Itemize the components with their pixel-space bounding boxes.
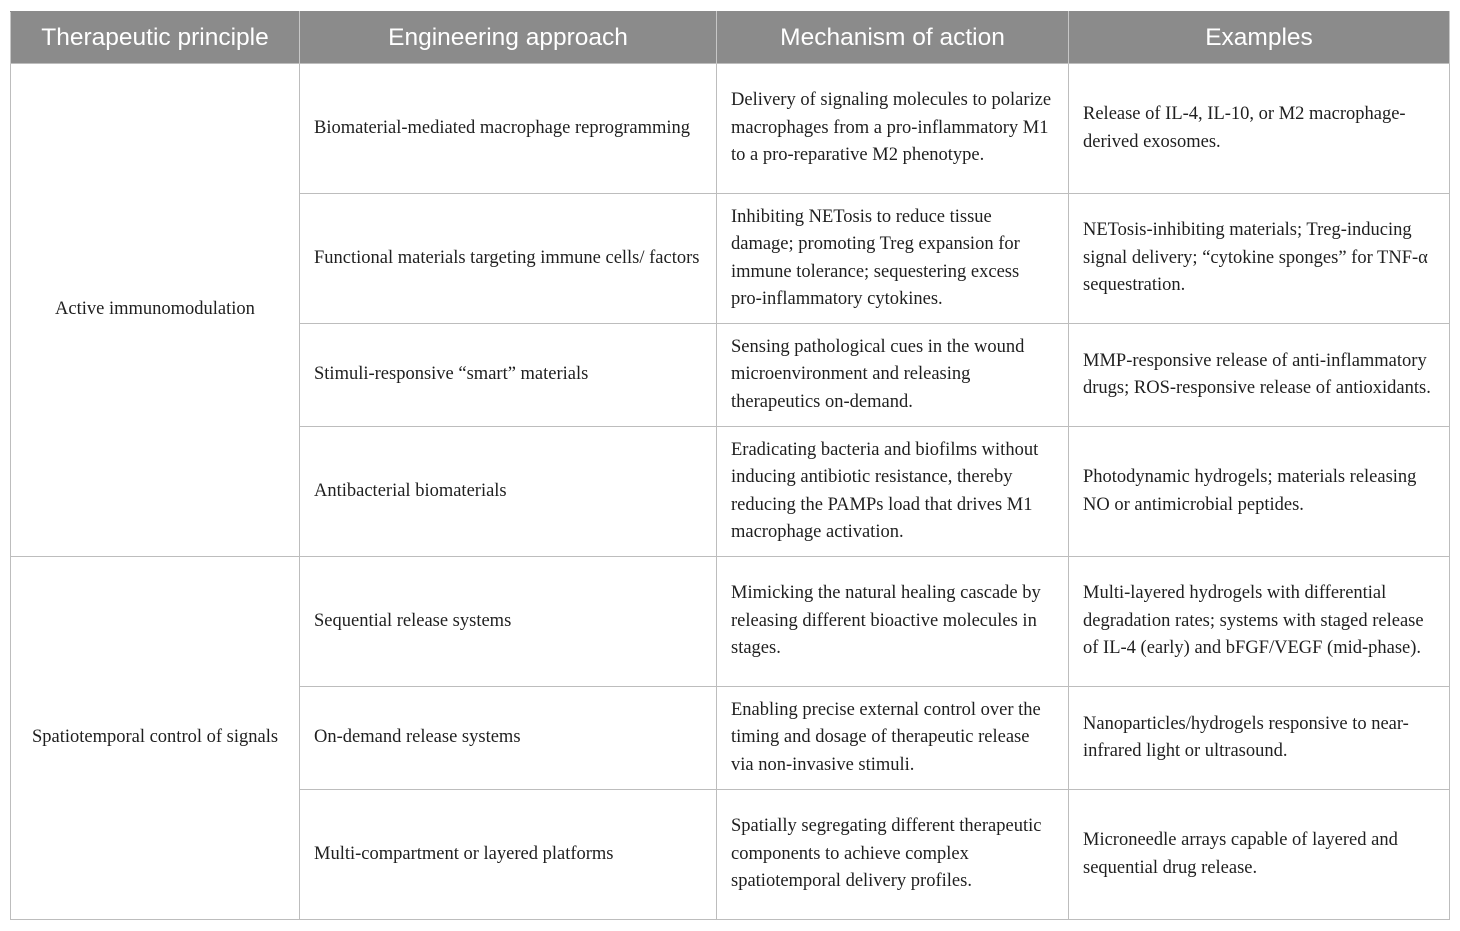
examples-cell: NETosis-inhibiting materials; Treg-inducing signal delivery; “cytokine sponges” for TNF-α sequestration. [1069,194,1450,324]
header-examples: Examples [1069,12,1450,64]
header-therapeutic-principle: Therapeutic principle [11,12,300,64]
table-row [11,64,1450,194]
mechanism-cell: Enabling precise external control over the timing and dosage of therapeutic release via non-invasive stimuli. [717,687,1069,790]
table-row [11,557,1450,687]
approach-cell: Functional materials targeting immune cells/ factors [300,194,717,324]
mechanism-cell: Inhibiting NETosis to reduce tissue damage; promoting Treg expansion for immune tolerance; sequestering excess pro-inflammatory cytokines. [717,194,1069,324]
header-mechanism-of-action: Mechanism of action [717,12,1069,64]
approach-cell: Multi-compartment or layered platforms [300,790,717,920]
approach-cell: Stimuli-responsive “smart” materials [300,324,717,427]
examples-cell: Microneedle arrays capable of layered and sequential drug release. [1069,790,1450,920]
therapeutic-strategies-table [10,11,1450,920]
approach-cell: Sequential release systems [300,557,717,687]
approach-cell: On-demand release systems [300,687,717,790]
principle-cell: Spatiotemporal control of signals [11,557,300,920]
examples-cell: Nanoparticles/hydrogels responsive to near-infrared light or ultrasound. [1069,687,1450,790]
table-body [11,64,1450,920]
examples-cell: MMP-responsive release of anti-inflammatory drugs; ROS-responsive release of antioxidants. [1069,324,1450,427]
mechanism-cell: Mimicking the natural healing cascade by releasing different bioactive molecules in stages. [717,557,1069,687]
table-header [11,12,1450,64]
examples-cell: Photodynamic hydrogels; materials releasing NO or antimicrobial peptides. [1069,427,1450,557]
examples-cell: Multi-layered hydrogels with differential degradation rates; systems with staged release of IL-4 (early) and bFGF/VEGF (mid-phase). [1069,557,1450,687]
approach-cell: Antibacterial biomaterials [300,427,717,557]
header-row [11,12,1450,64]
mechanism-cell: Delivery of signaling molecules to polarize macrophages from a pro-inflammatory M1 to a pro-reparative M2 phenotype. [717,64,1069,194]
mechanism-cell: Sensing pathological cues in the wound microenvironment and releasing therapeutics on-demand. [717,324,1069,427]
mechanism-cell: Eradicating bacteria and biofilms without inducing antibiotic resistance, thereby reducing the PAMPs load that drives M1 macrophage activation. [717,427,1069,557]
mechanism-cell: Spatially segregating different therapeutic components to achieve complex spatiotemporal delivery profiles. [717,790,1069,920]
approach-cell: Biomaterial-mediated macrophage reprogramming [300,64,717,194]
examples-cell: Release of IL-4, IL-10, or M2 macrophage-derived exosomes. [1069,64,1450,194]
header-engineering-approach: Engineering approach [300,12,717,64]
principle-cell: Active immunomodulation [11,64,300,557]
